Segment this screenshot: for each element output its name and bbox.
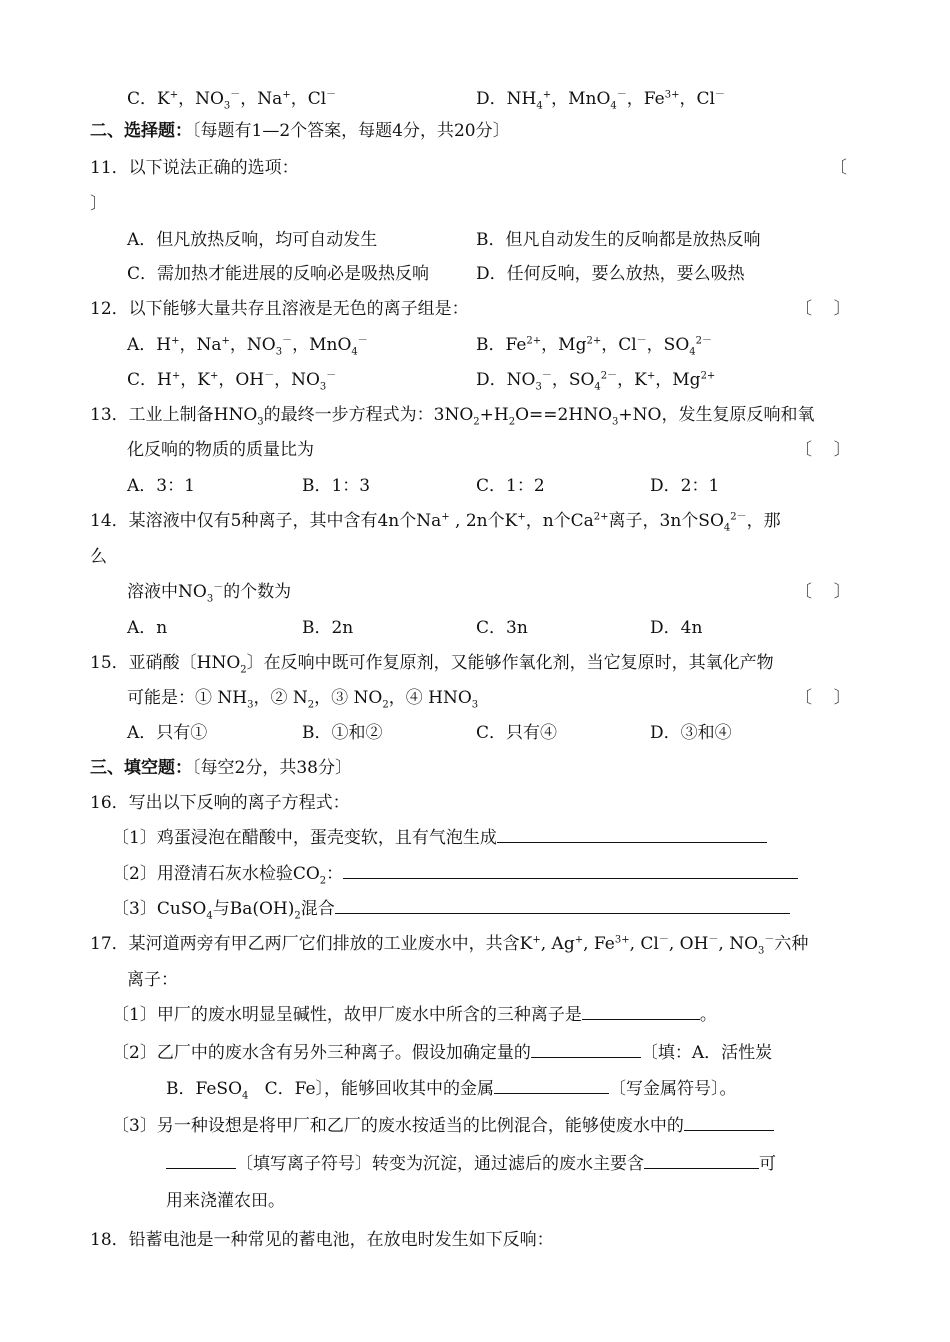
section-heading: 二、选择题：〔每题有1—2个答案，每题4分，共20分〕 bbox=[90, 121, 510, 141]
answer-paren: 〔 〕 bbox=[795, 688, 851, 708]
question-stem-cont: 么 bbox=[90, 547, 107, 567]
option-d: D．$NO_3^-$，$SO_4^{2-}$，K+，$Mg^{2+}$ bbox=[476, 370, 716, 393]
option-a: A．但凡放热反响，均可自动发生 bbox=[127, 230, 378, 250]
option-a: A．H+，Na+，$NO_3^-$，MnO$_4$－ bbox=[127, 335, 368, 358]
question-stem: 14．某溶液中仅有5种离子，其中含有4n个Na+ , 2n个K+，n个$Ca^{2+}$离子，3n个$SO_4^{2-}$，那 bbox=[90, 511, 781, 534]
question-stem: 11．以下说法正确的选项： bbox=[90, 158, 299, 178]
option-c: C．只有④ bbox=[476, 723, 558, 743]
sub-question-cont: 〔填写离子符号〕转变为沉淀，通过滤后的废水主要含 可 bbox=[166, 1152, 776, 1176]
option-d: D．③和④ bbox=[650, 723, 732, 743]
sub-question: 〔1〕鸡蛋浸泡在醋酸中，蛋壳变软，且有气泡生成 bbox=[112, 826, 767, 850]
option-d: D．任何反响，要么放热，要么吸热 bbox=[476, 264, 745, 284]
question-stem-cont: 溶液中$NO_3^-$的个数为 bbox=[127, 582, 292, 605]
answer-paren: 〔 〕 bbox=[795, 582, 851, 602]
option-d: D．$NH_4^+$，MnO$_4$－，$Fe^{3+}$，Cl－ bbox=[476, 89, 725, 112]
option-b: B．1：3 bbox=[302, 476, 371, 496]
answer-paren: 〔 〕 bbox=[795, 299, 851, 319]
answer-blank[interactable] bbox=[582, 1003, 700, 1020]
option-c: C．3n bbox=[476, 618, 528, 638]
option-c: C．H+，K+，OH－，$NO_3^-$ bbox=[127, 370, 337, 393]
option-a: A．3：1 bbox=[127, 476, 195, 496]
sub-question: 〔1〕甲厂的废水明显呈碱性，故甲厂废水中所含的三种离子是 。 bbox=[112, 1005, 717, 1025]
sub-question: 〔2〕用澄清石灰水检验$CO_2$： bbox=[112, 862, 798, 886]
sub-question: 〔2〕乙厂中的废水含有另外三种离子。假设加确定量的 〔填：A．活性炭 bbox=[112, 1043, 773, 1063]
question-stem: 17．某河道两旁有甲乙两厂它们排放的工业废水中，共含K+, Ag+, $Fe^{3+}$, Cl－, OH－, $NO_3^-$六种 bbox=[90, 934, 809, 957]
question-stem-cont: 离子： bbox=[127, 970, 178, 990]
sub-question: 〔3〕CuSO$_4$与$Ba(OH)_2$混合 bbox=[112, 897, 790, 921]
answer-paren: 〔 bbox=[830, 158, 847, 178]
option-c: C．需加热才能进展的反响必是吸热反响 bbox=[127, 264, 430, 284]
section-heading: 三、填空题：〔每空2分，共38分〕 bbox=[90, 758, 352, 778]
answer-blank[interactable] bbox=[335, 897, 790, 914]
answer-blank[interactable] bbox=[644, 1152, 759, 1169]
answer-paren: 〕 bbox=[90, 194, 107, 214]
question-stem: 15．亚硝酸〔$HNO_2$〕在反响中既可作复原剂，又能够作氧化剂，当它复原时，其氧化产物 bbox=[90, 653, 774, 676]
answer-blank[interactable] bbox=[494, 1077, 609, 1094]
sub-question: 〔3〕另一种设想是将甲厂和乙厂的废水按适当的比例混合，能够使废水中的 bbox=[112, 1114, 774, 1138]
question-stem: 18．铅蓄电池是一种常见的蓄电池，在放电时发生如下反响： bbox=[90, 1230, 554, 1250]
answer-blank[interactable] bbox=[343, 862, 798, 879]
option-d: D．2：1 bbox=[650, 476, 720, 496]
question-stem: 13．工业上制备$HNO_3$的最终一步方程式为：$3NO_2+H_2O==2HNO_3+NO$，发生复原反响和氧 bbox=[90, 405, 815, 428]
option-c: C．K+，$NO_3^-$，Na+，Cl－ bbox=[127, 89, 337, 112]
option-b: B．①和② bbox=[302, 723, 383, 743]
answer-blank[interactable] bbox=[684, 1114, 774, 1131]
option-b: B．$Fe^{2+}$，$Mg^{2+}$，Cl－，$SO_4^{2-}$ bbox=[476, 335, 713, 358]
answer-blank[interactable] bbox=[166, 1152, 236, 1169]
answer-blank[interactable] bbox=[497, 826, 767, 843]
option-a: A．只有① bbox=[127, 723, 208, 743]
question-stem: 16．写出以下反响的离子方程式： bbox=[90, 793, 350, 813]
question-stem-cont: 化反响的物质的质量比为 bbox=[127, 440, 314, 460]
option-b: B．2n bbox=[302, 618, 354, 638]
answer-blank[interactable] bbox=[531, 1041, 641, 1058]
sub-question-cont: B．FeSO$_4$ C．Fe〕，能够回收其中的金属 〔写金属符号〕。 bbox=[166, 1079, 737, 1102]
sub-question-cont: 用来浇灌农田。 bbox=[166, 1191, 285, 1211]
question-stem-cont: 可能是：① $NH_3$，② $N_2$，③ $NO_2$，④ $HNO_3$ bbox=[127, 688, 479, 711]
question-stem: 12．以下能够大量共存且溶液是无色的离子组是： bbox=[90, 299, 469, 319]
option-c: C．1：2 bbox=[476, 476, 545, 496]
option-b: B．但凡自动发生的反响都是放热反响 bbox=[476, 230, 761, 250]
option-d: D．4n bbox=[650, 618, 703, 638]
answer-paren: 〔 〕 bbox=[795, 440, 851, 460]
option-a: A．n bbox=[127, 618, 168, 638]
